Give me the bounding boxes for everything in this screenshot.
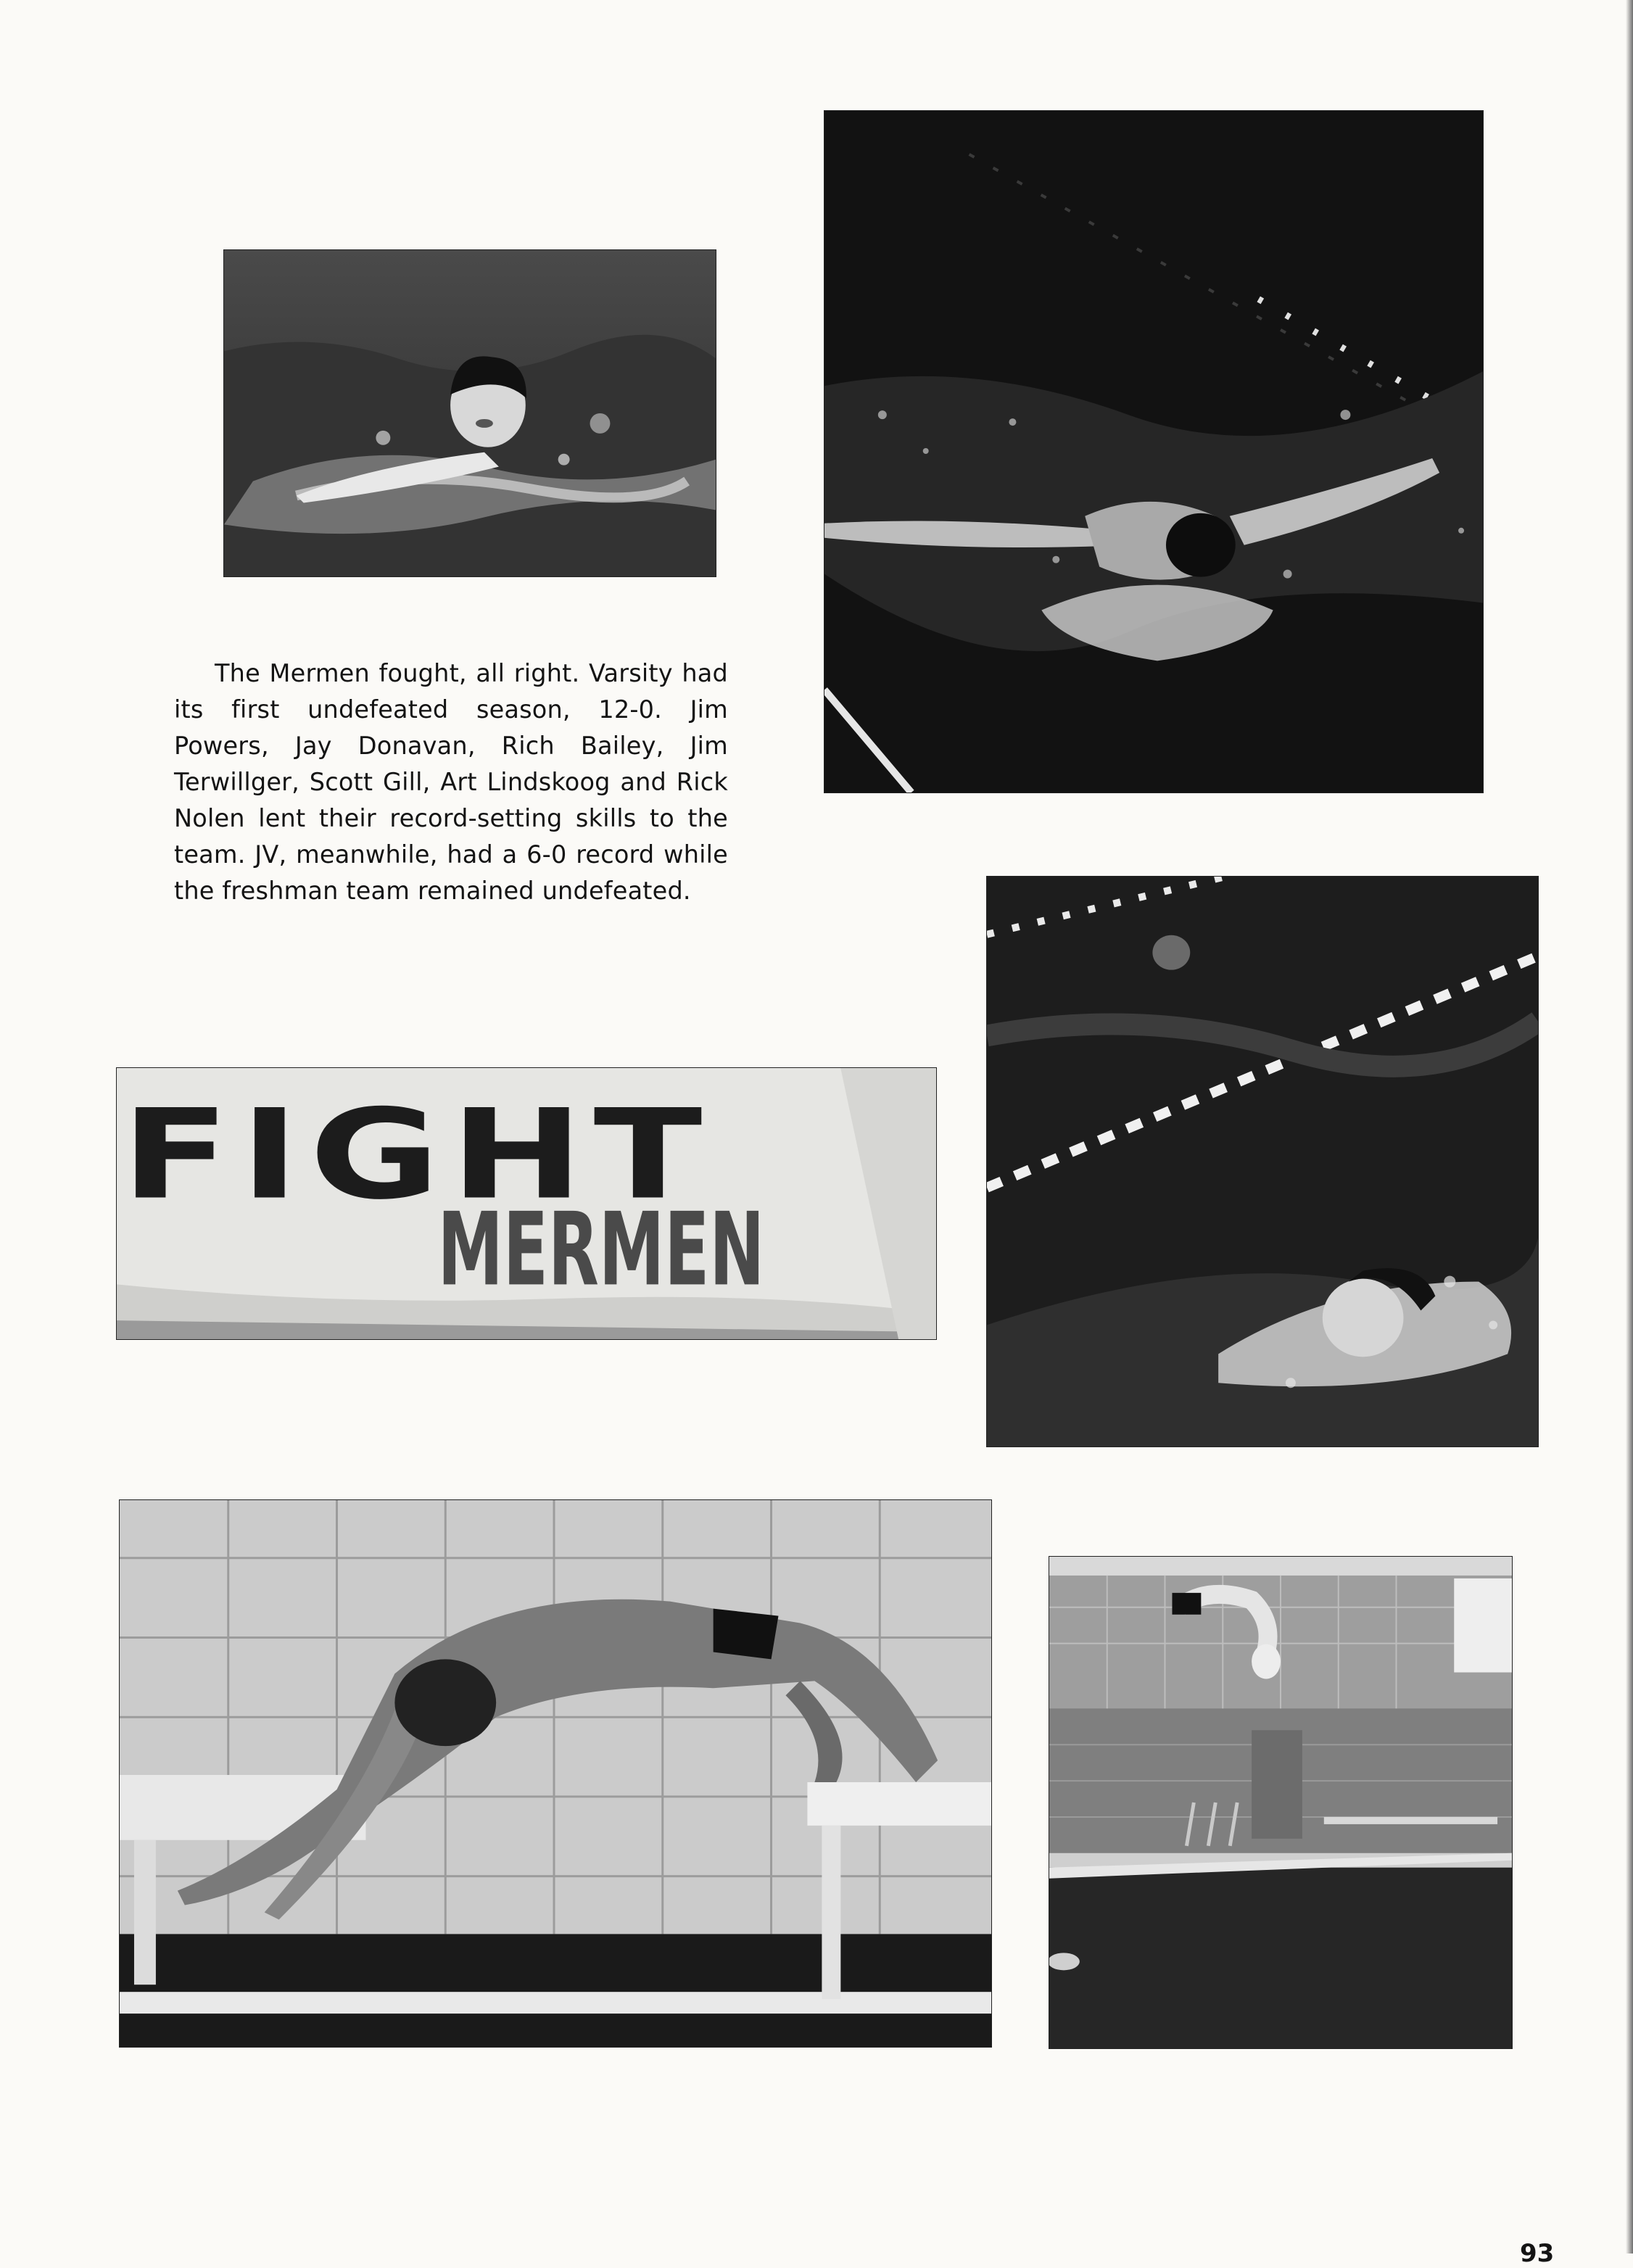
photo-fight-mermen-banner — [116, 1067, 937, 1340]
photo-swimmer-breathing — [223, 249, 716, 577]
article-paragraph: The Mermen fought, all right. Varsity had its first undefeated season, 12-0. Jim Powers, Jay Donavan, Rich Bailey, Jim Terwillger, Scott Gill, Art Lindskoog and Rick Nolen lent their record-setting skills to the team. JV, meanwhile, had a 6-0 record while the freshman team remained undefeated. — [174, 659, 728, 905]
photo-backstroke-swimmers — [986, 876, 1539, 1447]
photo-diver-indoor-pool-image — [1049, 1557, 1512, 2048]
photo-butterfly-swimmer-image — [824, 111, 1483, 792]
banner-word-mermen: MERMEN — [437, 1191, 765, 1309]
photo-diver-indoor-pool — [1049, 1556, 1513, 2049]
page-number: 93 — [1520, 2239, 1555, 2268]
photo-racing-dive-image — [120, 1500, 991, 2047]
banner-word-fight: FIGHT — [120, 1083, 713, 1228]
photo-racing-dive — [119, 1499, 992, 2048]
photo-swimmer-breathing-image — [224, 250, 716, 576]
photo-backstroke-swimmers-image — [987, 877, 1538, 1447]
banner-image — [117, 1068, 936, 1339]
page-edge-shadow — [1626, 0, 1633, 2253]
photo-butterfly-swimmer — [824, 110, 1484, 793]
